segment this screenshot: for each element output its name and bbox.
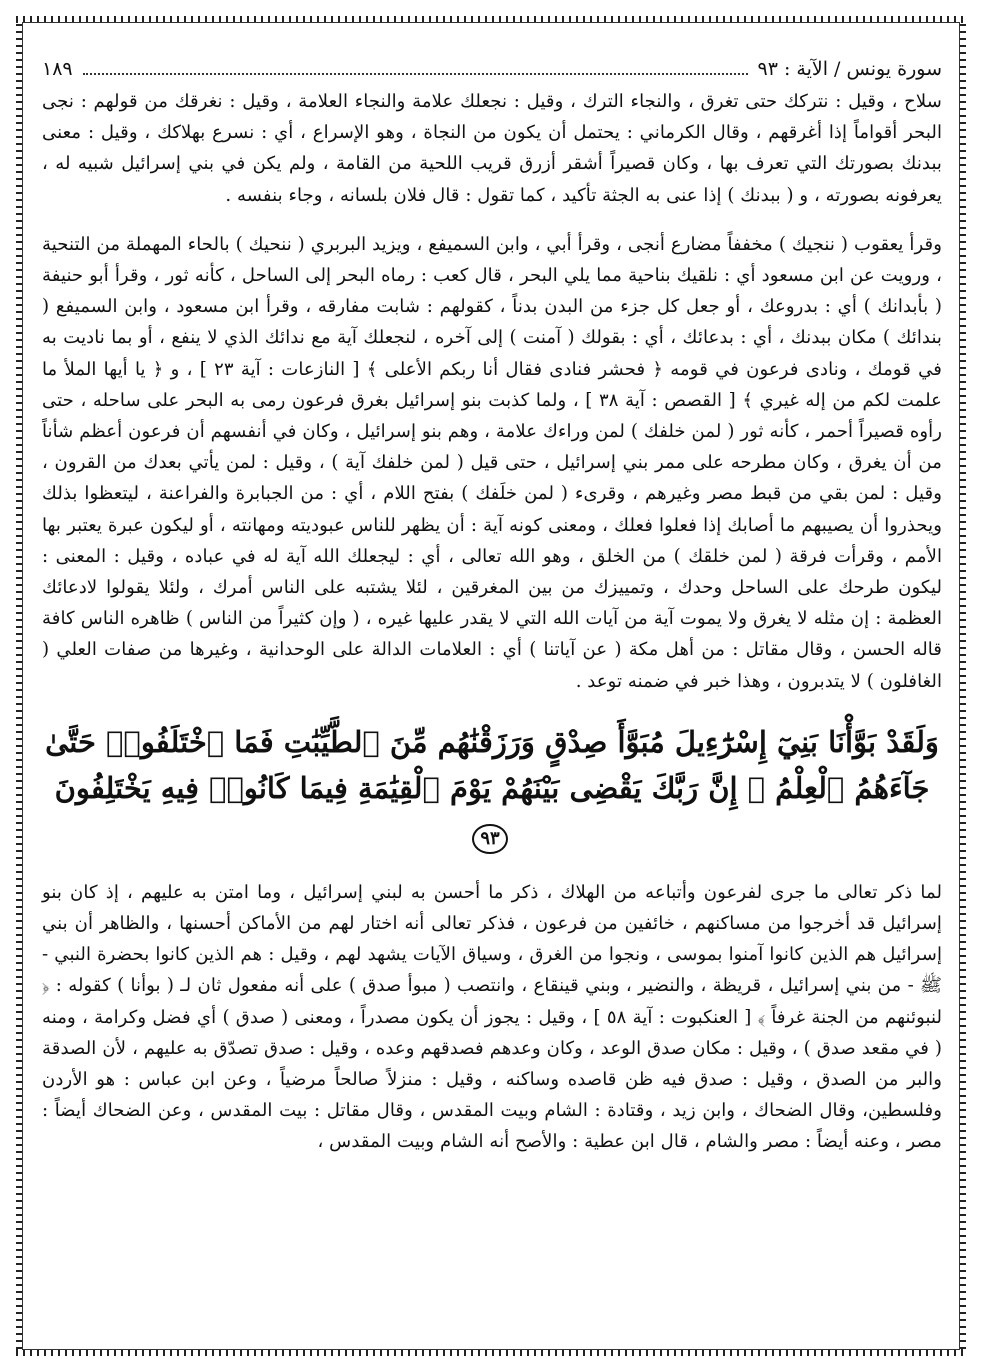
quran-verse (42, 719, 942, 857)
tafsir-paragraph: لما ذكر تعالى ما جرى لفرعون وأتباعه من الهلاك ، ذكر ما أحسن به لبني إسرائيل ، وما امتن به عليهم ، إذ كان بنو إسرائيل قد أخرجوا من مساكنهم ، خائفين من فرعون ، فذكر تعالى أنه اختار لهم من الأماكن أحسنها ، والظاهر أن بني إسرائيل هم الذين كانوا آمنوا بموسى ، ونجوا من الغرق ، وسياق الآيات يشهد لهم ، وقيل : هم الذين كانوا بحضرة النبي - ﷺ - من بني إسرائيل ، قريظة ، والنضير ، وبني قينقاع ، وانتصب ( مبوأ صدق ) على أنه مفعول ثان لـ ( بوأنا ) كقوله : ﴿ لنبوئنهم من الجنة غرفاً ﴾ [ العنكبوت : آية ٥٨ ] ، وقيل : يجوز أن يكون مصدراً ، ومعنى ( صدق ) أي فضل وكرامة ، ومنه ( في مقعد صدق ) ، وقيل : مكان صدق الوعد ، وكان وعدهم فصدقهم وعده ، وقيل : صدق تصدّق به عليهم ، لأن الصدقة والبر من الصدق ، وقيل : صدق فيه ظن قاصده وساكنه ، وقيل : منزلاً صالحاً مرضياً ، وعن ابن عباس : هو الأردن وفلسطين، وقال الضحاك ، وابن زيد ، وقتادة : الشام وبيت المقدس ، وقال مقاتل : بيت المقدس ، وعن الضحاك أيضاً : مصر ، وعنه أيضاً : مصر والشام ، قال ابن عطية : والأصح أنه الشام وبيت المقدس ، (42, 881, 942, 1153)
running-header (42, 58, 942, 80)
header-dotted-leader (83, 61, 748, 75)
page-content (42, 58, 942, 1158)
commentary-paragraph-1: سلاح ، وقيل : نتركك حتى تغرق ، والنجاء الترك ، وقيل : نجعلك علامة والنجاء العلامة ، وقيل : نغرقك من قولهم : نجى البحر أقواماً إذا أغرقهم ، وقال الكرماني : يحتمل أن يكون من النجاة ، وهو الإسراع ، أي : نسرع بهلاكك ، وقيل : معنى ببدنك بصورتك التي تعرف بها ، وكان قصيراً أشقر أزرق قريب اللحية من القامة ، ولم يكن في بني إسرائيل شبيه له ، يعرفونه بصورته ، و ( ببدنك ) إذا عنى به الجثة تأكيد ، كما تقول : قال فلان بلسانه ، وجاء بنفسه . (42, 91, 942, 206)
page-number: ١٨٩ (42, 58, 73, 80)
verse-text: وَلَقَدْ بَوَّأْنَا بَنِيٓ إِسْرَٰٓءِيلَ مُبَوَّأَ صِدْقٍ وَرَزَقْنَٰهُم مِّنَ ٱلطَّيِّبَٰتِ فَمَا ٱخْتَلَفُوا۟ حَتَّىٰ جَآءَهُمُ ٱلْعِلْمُ ۚ إِنَّ رَبَّكَ يَقْضِى بَيْنَهُمْ يَوْمَ ٱلْقِيَٰمَةِ فِيمَا كَانُوا۟ فِيهِ يَخْتَلِفُونَ (45, 724, 939, 805)
verse-number-marker: ٩٣ (472, 824, 507, 854)
header-title: سورة يونس / الآية : ٩٣ (757, 58, 942, 80)
commentary-paragraph-2: وقرأ يعقوب ( ننجيك ) مخففاً مضارع أنجى ، وقرأ أبي ، وابن السميفع ، ويزيد البربري ( ننحيك ) بالحاء المهملة من التنحية ، ورويت عن ابن مسعود أي : نلقيك بناحية مما يلي البحر ، قال كعب : رماه البحر إلى الساحل ، كأنه ثور ، وقرأ أبو حنيفة ( بأبدانك ) أي : بدروعك ، أو جعل كل جزء من البدن بدناً ، كقولهم : شابت مفارقه ، وقرأ ابن مسعود ، وابن السميفع ( بندائك ) مكان ببدنك ، أي : بدعائك ، أي : بقولك ( آمنت ) إلى آخره ، لنجعلك آية مع ندائك الذي لا ينفع ، أو بما ناديت به في قومك ، ونادى فرعون في قومه ﴿ فحشر فنادى فقال أنا ربكم الأعلى ﴾ [ النازعات : آية ٢٣ ] ، و ﴿ يا أيها الملأ ما علمت لكم من إله غيري ﴾ [ القصص : آية ٣٨ ] ، ولما كذبت بنو إسرائيل بغرق فرعون رمى به البحر على ساحله ، حتى رأوه قصيراً أحمر ، كأنه ثور ( لمن خلفك ) لمن وراءك علامة ، وهم بنو إسرائيل ، وكان في أنفسهم أن فرعون أعظم شأناً من أن يغرق ، وكان مطرحه على ممر بني إسرائيل ، حتى قيل ( لمن خلفك آية ) ، وقيل : لمن يأتي بعدك من القرون ، وقيل : لمن بقي من قبط مصر وغيرهم ، وقرىء ( لمن خلَفك ) بفتح اللام ، أي : من الجبابرة والفراعنة ، ليتعظوا بذلك ويحذروا أن يصيبهم ما أصابك إذا فعلوا فعلك ، ومعنى كونه آية : أن يظهر للناس عبوديته ومهانته ، أو ليكون عبرة يعتبر بها الأمم ، وقرأت فرقة ( لمن خلقك ) من الخلق ، وهو الله تعالى ، أي : ليجعلك الله آية له في عباده ، وقيل : المعنى : ليكون طرحك على الساحل وحدك ، وتمييزك من بين المغرقين ، لئلا يشتبه على الناس أمرك ، ولئلا يقولوا لادعائك العظمة : إن مثله لا يغرق ولا يموت آية من آيات الله التي لا يقدر عليها غيره ، ( وإن كثيراً من الناس ) ظاهره الناس كافة قاله الحسن ، وقال مقاتل : من أهل مكة ( عن آياتنا ) أي : العلامات الدالة على الوحدانية ، وغيرها من صفات العلي ( الغافلون ) لا يتدبرون ، وهذا خبر في ضمنه توعد . (42, 233, 942, 692)
